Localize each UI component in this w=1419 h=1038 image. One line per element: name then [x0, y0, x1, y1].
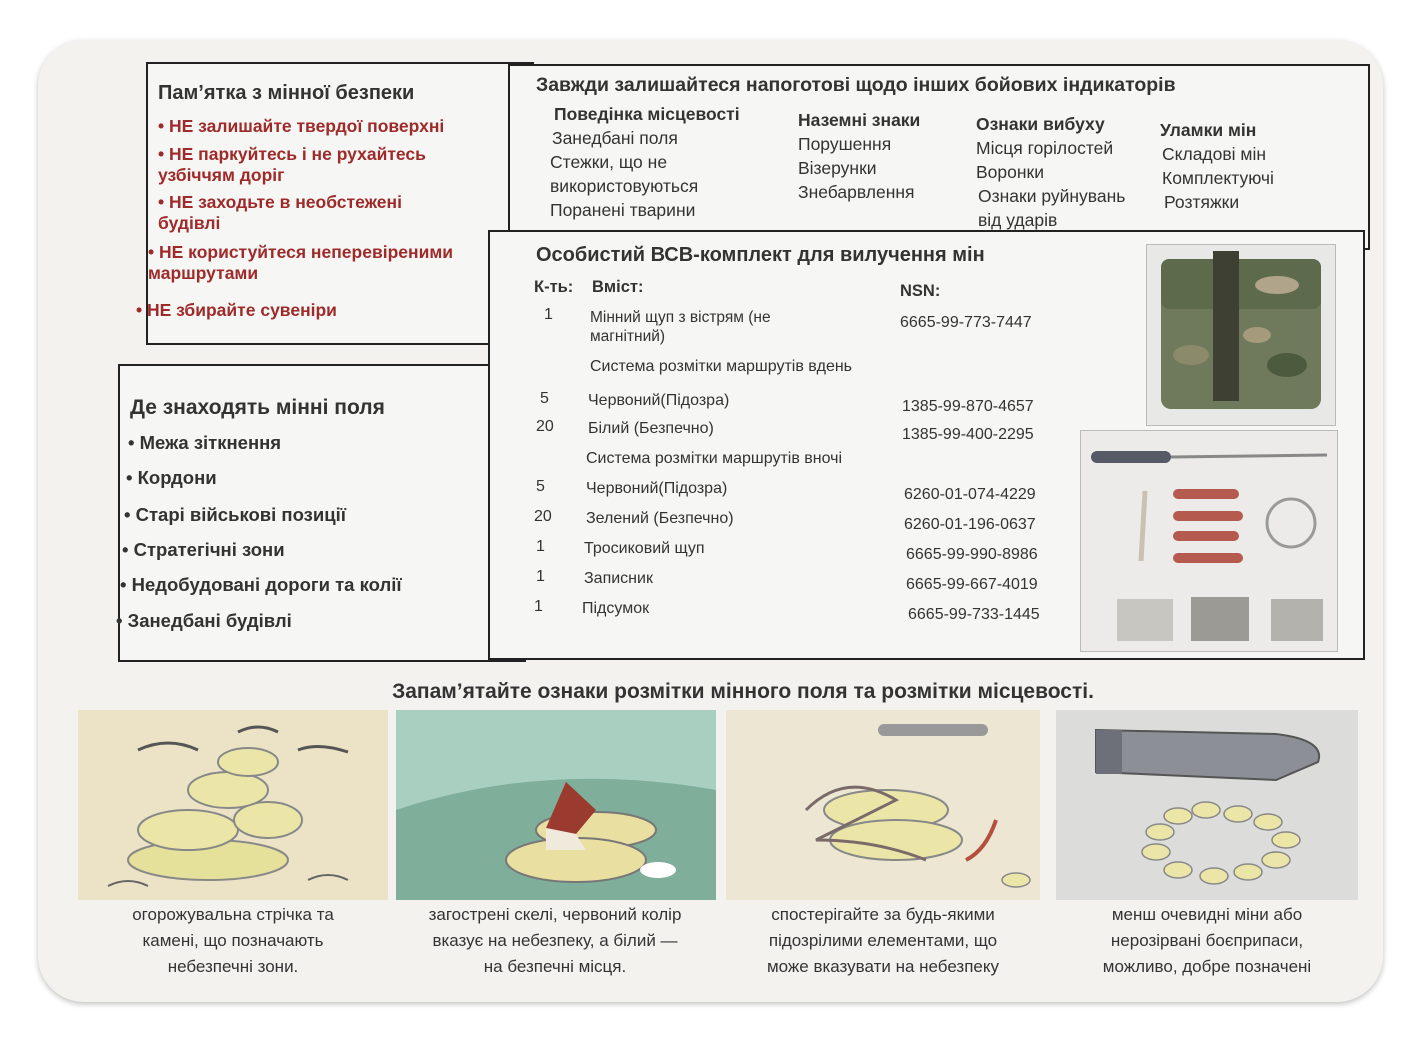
caption-line: вказує на небезпеку, а білий — — [432, 931, 678, 950]
caption-line: небезпечні зони. — [167, 957, 299, 976]
kit-row-content: Тросиковий щуп — [584, 540, 705, 557]
minefield-item: • Занедбані будівлі — [116, 610, 292, 631]
panel-caption — [390, 902, 720, 980]
indicators-box — [508, 64, 1370, 250]
safety-item: • НЕ збирайте сувеніри — [136, 300, 337, 320]
kit-row-nsn: 6665-99-990-8986 — [906, 546, 1038, 563]
indicator-item: Ознаки руйнувань — [978, 186, 1126, 206]
panel-suspicious-items — [726, 710, 1040, 900]
indicator-item: від ударів — [978, 210, 1058, 230]
kit-row-nsn: 1385-99-870-4657 — [902, 398, 1034, 415]
kit-contents-photo — [1080, 430, 1338, 652]
kit-row-content: Підсумок — [582, 600, 650, 617]
indicator-item: Воронки — [976, 162, 1044, 182]
suspicious-items-illustration — [726, 710, 1040, 900]
kit-row-nsn: 6665-99-733-1445 — [908, 606, 1040, 623]
kit-col-qty: К-ть: — [534, 278, 574, 296]
caption-line: нерозірвані боєприпаси, — [1110, 931, 1304, 950]
safety-box — [136, 62, 534, 345]
kit-row-qty: 20 — [536, 418, 554, 435]
pouch-photo — [1146, 244, 1336, 426]
indicator-column-header: Наземні знаки — [798, 110, 921, 130]
stones-illustration — [78, 710, 388, 900]
kit-row-qty: 1 — [536, 538, 545, 555]
kit-row-content: Зелений (Безпечно) — [586, 510, 734, 527]
indicators-title: Завжди залишайтеся напоготові щодо інших бойових індикаторів — [536, 74, 1176, 96]
indicator-item: Розтяжки — [1164, 192, 1240, 212]
kit-col-content: Вміст: — [592, 278, 644, 296]
indicator-column-header: Уламки мін — [1160, 120, 1257, 140]
kit-row-qty: 1 — [544, 306, 553, 323]
kit-row-content: Система розмітки маршрутів вдень — [590, 358, 853, 375]
caption-line: спостерігайте за будь-якими — [771, 905, 995, 924]
kit-row-nsn: 6665-99-773-7447 — [900, 314, 1032, 331]
caption-line: підозрілими елементами, що — [768, 931, 998, 950]
minefield-item: • Недобудовані дороги та колії — [120, 574, 402, 595]
panel-marked-rocks — [396, 710, 716, 900]
panel-fence-stones — [78, 710, 388, 900]
kit-row-content: Білий (Безпечно) — [588, 420, 714, 437]
indicator-item: Комплектуючі — [1162, 168, 1274, 188]
kit-row-content: Записник — [584, 570, 653, 587]
indicator-item: Занедбані поля — [552, 128, 678, 148]
caption-line: може вказувати на небезпеку — [766, 957, 1000, 976]
caption-line: огорожувальна стрічка та — [132, 905, 334, 924]
caption-line: камені, що позначають — [142, 931, 324, 950]
safety-title: Пам’ятка з мінної безпеки — [158, 82, 415, 104]
kit-row-qty: 1 — [536, 568, 545, 585]
caption-line: на безпечні місця. — [483, 957, 627, 976]
safety-item: • НЕ паркуйтесь і не рухайтесь узбіччям доріг — [158, 144, 426, 185]
marked-rocks-illustration — [396, 710, 716, 900]
kit-row-qty: 5 — [536, 478, 545, 495]
kit-row-qty: 20 — [534, 508, 552, 525]
kit-row-nsn: 6260-01-074-4229 — [904, 486, 1036, 503]
indicator-item: Місця горілостей — [976, 138, 1114, 158]
pouch-illustration — [1147, 245, 1335, 425]
safety-item: • НЕ заходьте в необстежені будівлі — [158, 192, 402, 233]
caption-line: менш очевидні міни або — [1111, 905, 1303, 924]
banner-text: Запам’ятайте ознаки розмітки мінного поля та розмітки місцевості. — [392, 680, 1094, 703]
indicator-item: Візерунки — [798, 158, 877, 178]
safety-item: • НЕ користуйтеся неперевіреними маршрутами — [148, 242, 454, 283]
indicator-item: Поранені тварини — [550, 200, 696, 220]
kit-row-content: Червоний(Підозра) — [586, 480, 728, 497]
minefield-item: • Старі військові позиції — [124, 504, 346, 525]
kit-row-content: Система розмітки маршрутів вночі — [586, 450, 843, 467]
kit-row-qty: 1 — [534, 598, 543, 615]
indicator-item: Знебарвлення — [798, 182, 915, 202]
ordnance-illustration — [1056, 710, 1358, 900]
caption-line: загострені скелі, червоний колір — [428, 905, 682, 924]
indicator-column-header: Поведінка місцевості — [554, 104, 740, 124]
kit-title: Особистий ВСВ-комплект для вилучення мін — [536, 244, 985, 266]
panel-caption — [726, 902, 1040, 980]
indicator-item: Стежки, що не — [550, 152, 668, 172]
minefield-item: • Кордони — [126, 467, 217, 488]
kit-row-content: Мінний щуп з вістрям (не магнітний) — [590, 309, 771, 345]
kit-row-nsn: 6665-99-667-4019 — [906, 576, 1038, 593]
panel-caption — [1056, 902, 1358, 980]
kit-contents-illustration — [1081, 431, 1337, 651]
kit-row-nsn: 1385-99-400-2295 — [902, 426, 1034, 443]
minefields-box — [118, 364, 526, 662]
kit-row-content: Червоний(Підозра) — [588, 392, 730, 409]
memo-card — [38, 40, 1383, 1002]
indicator-item: Порушення — [798, 134, 892, 154]
panel-unexploded-ordnance — [1056, 710, 1358, 900]
indicator-item: використовуються — [550, 176, 699, 196]
caption-line: можливо, добре позначені — [1102, 957, 1312, 976]
indicator-item: Складові мін — [1162, 144, 1267, 164]
kit-box — [488, 230, 1365, 660]
safety-item: • НЕ залишайте твердої поверхні — [158, 116, 445, 136]
kit-row-qty: 5 — [540, 390, 549, 407]
kit-row-nsn: 6260-01-196-0637 — [904, 516, 1036, 533]
panel-caption — [78, 902, 388, 980]
minefields-title: Де знаходять мінні поля — [130, 396, 385, 419]
indicator-column-header: Ознаки вибуху — [976, 114, 1105, 134]
minefield-item: • Межа зіткнення — [128, 432, 282, 453]
kit-col-nsn: NSN: — [900, 282, 941, 300]
minefield-item: • Стратегічні зони — [122, 539, 285, 560]
